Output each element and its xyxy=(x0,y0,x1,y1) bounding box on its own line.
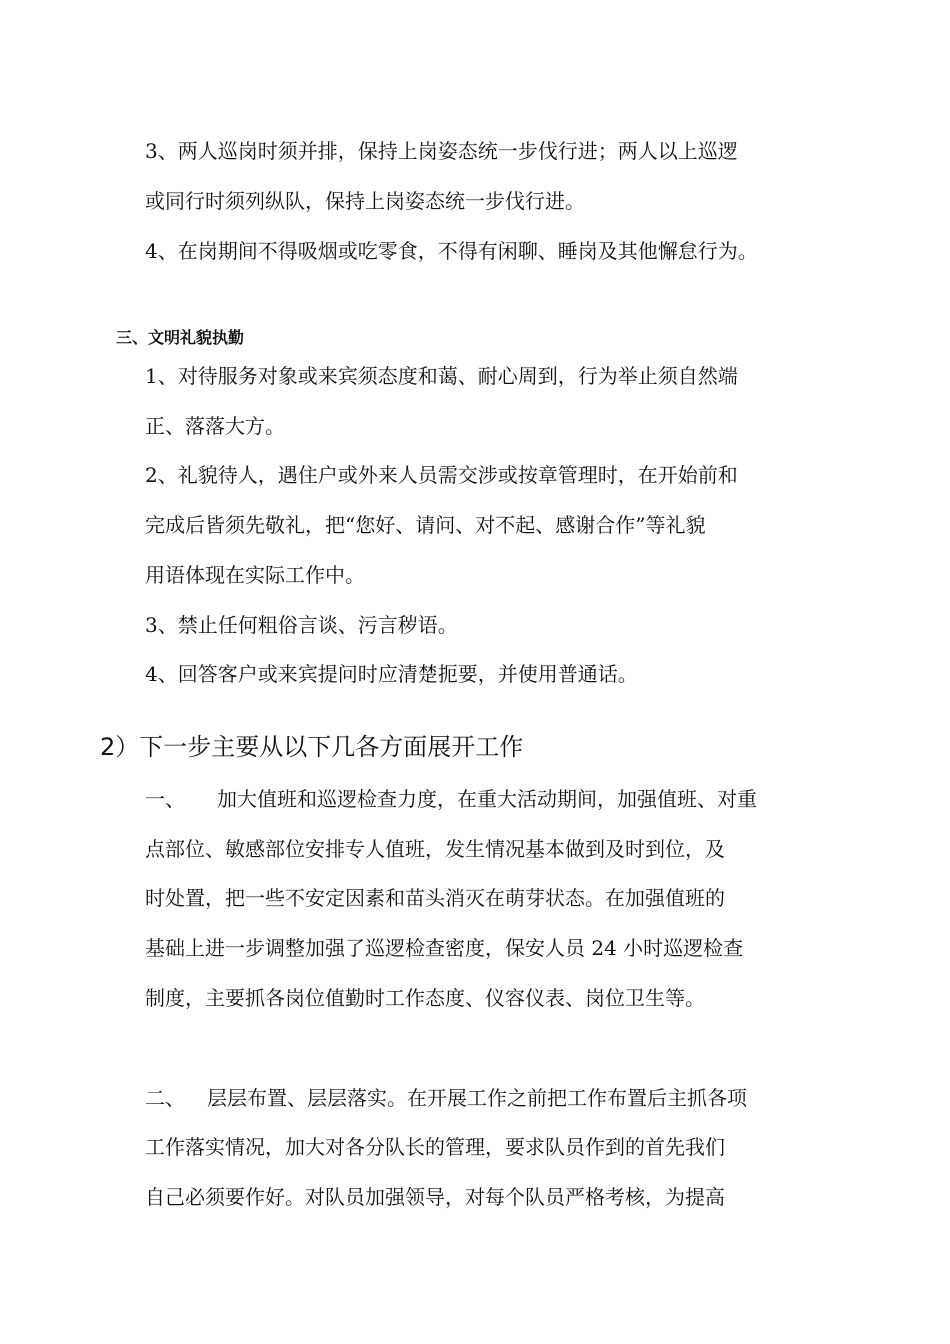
list-number: 二、 xyxy=(145,1086,185,1110)
list-item-text: 层层布置、层层落实。在开展工作之前把工作布置后主抓各项 xyxy=(207,1086,747,1110)
paragraph-line: 工作落实情况，加大对各分队长的管理，要求队员作到的首先我们 xyxy=(145,1135,725,1159)
paragraph-line: 或同行时须列纵队，保持上岗姿态统一步伐行进。 xyxy=(145,189,585,213)
paragraph-line: 4、回答客户或来宾提问时应清楚扼要，并使用普通话。 xyxy=(145,662,638,686)
paragraph-line: 1、对待服务对象或来宾须态度和蔼、耐心周到，行为举止须自然端 xyxy=(145,364,738,388)
paragraph-line: 2、礼貌待人，遇住户或外来人员需交涉或按章管理时，在开始前和 xyxy=(145,463,738,487)
paragraph-line: 时处置，把一些不安定因素和苗头消灭在萌芽状态。在加强值班的 xyxy=(145,886,725,910)
paragraph-line: 自己必须要作好。对队员加强领导，对每个队员严格考核，为提高 xyxy=(145,1185,725,1209)
paragraph-line: 4、在岗期间不得吸烟或吃零食，不得有闲聊、睡岗及其他懈怠行为。 xyxy=(145,239,758,263)
paragraph-line xyxy=(145,1084,747,1112)
paragraph-line: 完成后皆须先敬礼，把“您好、请问、对不起、感谢合作”等礼貌 xyxy=(145,513,706,537)
paragraph-line: 3、禁止任何粗俗言谈、污言秽语。 xyxy=(145,613,458,637)
paragraph-line: 点部位、敏感部位安排专人值班，发生情况基本做到及时到位，及 xyxy=(145,837,725,861)
paragraph-line: 用语体现在实际工作中。 xyxy=(145,563,365,587)
paragraph-line: 制度，主要抓各岗位值勤时工作态度、仪容仪表、岗位卫生等。 xyxy=(145,986,705,1010)
list-number: 一、 xyxy=(145,787,185,811)
paragraph-line: 正、落落大方。 xyxy=(145,414,285,438)
section-heading: 三、文明礼貌执勤 xyxy=(116,328,245,347)
section-heading: 2）下一步主要从以下几各方面展开工作 xyxy=(100,733,524,761)
list-item-text: 加大值班和巡逻检查力度，在重大活动期间，加强值班、对重 xyxy=(217,787,757,811)
paragraph-line: 基础上进一步调整加强了巡逻检查密度，保安人员 24 小时巡逻检查 xyxy=(145,936,744,960)
paragraph-line xyxy=(145,785,757,813)
paragraph-line: 3、两人巡岗时须并排，保持上岗姿态统一步伐行进；两人以上巡逻 xyxy=(145,139,738,163)
